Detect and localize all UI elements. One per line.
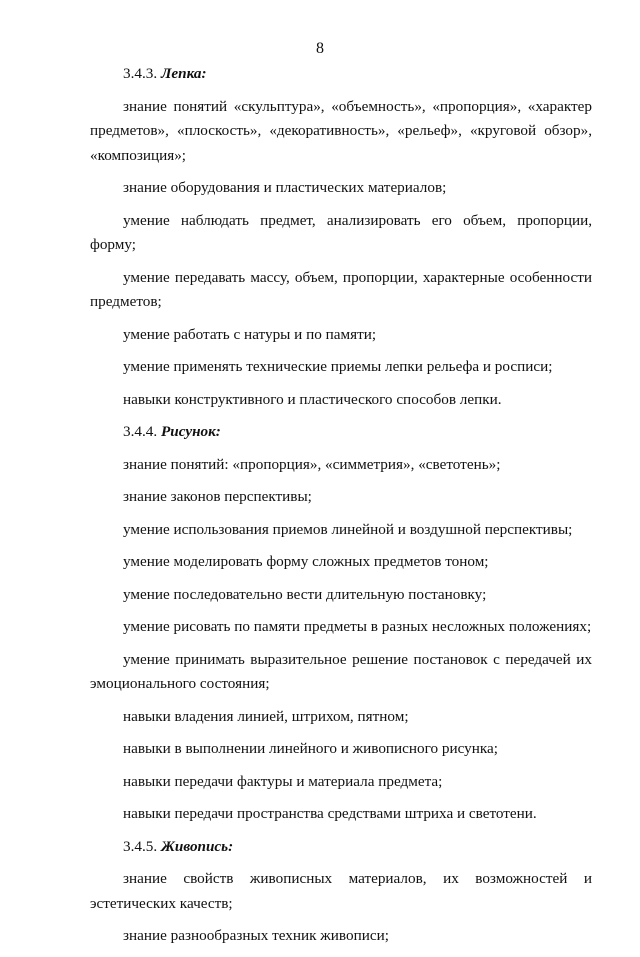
list-item: навыки передачи фактуры и материала предмета; xyxy=(123,772,443,790)
list-item: навыки конструктивного и пластического способов лепки. xyxy=(123,390,502,408)
list-item: знание понятий «скульптура», «объемность», «пропорция», «характер предметов», «плоскость», «декоративность», «рельеф», «круговой обзор», «композиция»; xyxy=(90,97,592,164)
list-item: навыки в выполнении линейного и живописного рисунка; xyxy=(123,740,498,757)
list-item: навыки передачи пространства средствами штриха и светотени. xyxy=(123,805,537,822)
list-item: умение передавать массу, объем, пропорции, характерные особенности предметов; xyxy=(90,268,592,310)
list-item: умение работать с натуры и по памяти; xyxy=(123,325,377,343)
section-title: Рисунок: xyxy=(160,423,221,440)
section-title: Лепка: xyxy=(160,65,207,82)
page-content xyxy=(90,62,592,957)
list-item: умение рисовать по памяти предметы в разных несложных положениях; xyxy=(123,618,592,635)
section-number: 3.4.4. xyxy=(123,423,158,440)
list-item: навыки владения линией, штрихом, пятном; xyxy=(123,707,409,725)
section-number: 3.4.5. xyxy=(123,837,158,855)
list-item: умение принимать выразительное решение постановок с передачей их эмоционального состояния; xyxy=(90,650,592,692)
section-title: Живопись: xyxy=(160,837,234,855)
list-item: умение моделировать форму сложных предметов тоном; xyxy=(123,553,489,570)
list-item: знание законов перспективы; xyxy=(123,488,312,505)
list-item: знание разнообразных техник живописи; xyxy=(123,927,389,944)
section-number: 3.4.3. xyxy=(123,65,158,82)
section-heading-sculpture xyxy=(90,62,592,87)
list-item: умение использования приемов линейной и воздушной перспективы; xyxy=(123,520,573,538)
section-heading-drawing xyxy=(90,420,592,445)
list-item: умение наблюдать предмет, анализировать его объем, пропорции, форму; xyxy=(90,211,592,253)
list-item: умение последовательно вести длительную постановку; xyxy=(123,585,487,603)
list-item: умение применять технические приемы лепки рельефа и росписи; xyxy=(123,358,553,375)
list-item: знание оборудования и пластических материалов; xyxy=(123,179,447,196)
page-number: 8 xyxy=(316,40,324,57)
list-item: знание свойств живописных материалов, их возможностей и эстетических качеств; xyxy=(90,870,592,912)
list-item: знание понятий: «пропорция», «симметрия», «светотень»; xyxy=(123,455,501,473)
section-heading-painting xyxy=(90,835,592,860)
